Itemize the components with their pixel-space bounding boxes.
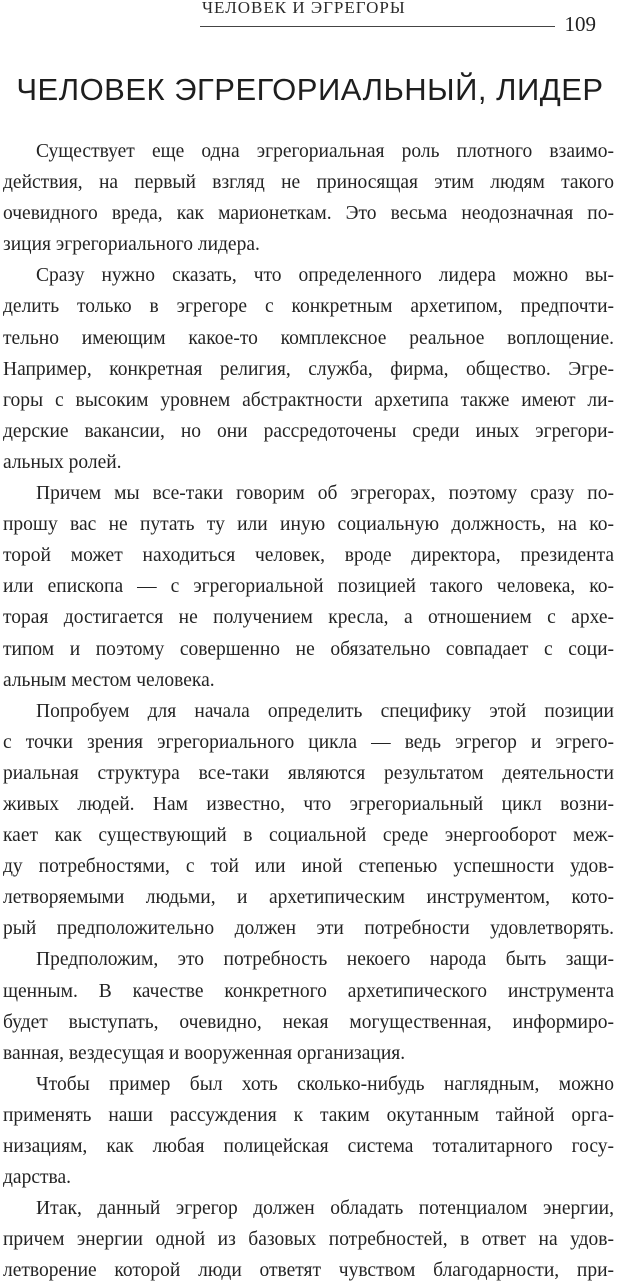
text-line: ванная, вездесущая и вооруженная организация. xyxy=(3,1042,406,1064)
running-title: ЧЕЛОВЕК И ЭГРЕГОРЫ xyxy=(202,0,406,17)
text-line: Причем мы все-таки говорим об эгрегорах, поэтому сразу по- xyxy=(36,483,614,505)
text-line: летворение которой люди ответят чувством благодарности, при- xyxy=(3,1260,614,1282)
text-line: Например, конкретная религия, служба, фирма, общество. Эгре- xyxy=(3,358,614,380)
text-line: альных ролей. xyxy=(3,451,122,473)
text-line: живых людей. Нам известно, что эгрегориальный цикл возни- xyxy=(3,793,614,815)
text-line: Итак, данный эгрегор должен обладать потенциалом энергии, xyxy=(36,1198,614,1220)
text-line: торой может находиться человек, вроде директора, президента xyxy=(3,545,614,567)
text-line: альным местом человека. xyxy=(3,669,215,691)
body-text xyxy=(0,136,620,1286)
text-line: тельно имеющим какое-то комплексное реальное воплощение. xyxy=(3,327,614,349)
text-line: кает как существующий в социальной среде энергооборот меж- xyxy=(3,825,614,847)
text-line: дерские вакансии, но они рассредоточены среди иных эгрегори- xyxy=(3,420,614,442)
text-line: очевидного вреда, как марионеткам. Это весьма неодозначная по- xyxy=(3,203,614,225)
text-line: низациям, как любая полицейская система тоталитарного госу- xyxy=(3,1136,614,1157)
text-line: зиция эгрегориального лидера. xyxy=(3,234,260,256)
text-line: Попробуем для начала определить специфику этой позиции xyxy=(36,700,614,722)
page-number: 109 xyxy=(564,12,596,36)
chapter-title: ЧЕЛОВЕК ЭГРЕГОРИАЛЬНЫЙ, ЛИДЕР xyxy=(16,72,604,107)
text-line: типом и поэтому совершенно не обязательно совпадает с соци- xyxy=(3,638,614,660)
running-header xyxy=(0,0,620,40)
text-line: Чтобы пример был хоть сколько-нибудь наглядным, можно xyxy=(36,1073,614,1095)
text-line: с точки зрения эгрегориального цикла — ведь эгрегор и эгрего- xyxy=(3,731,614,753)
text-line: торая достигается не получением кресла, а отношением с архе- xyxy=(3,607,614,629)
text-line: прошу вас не путать ту или иную социальную должность, на ко- xyxy=(3,514,614,536)
text-line: Существует еще одна эгрегориальная роль плотного взаимо- xyxy=(36,141,614,162)
text-line: Предположим, это потребность некоего народа быть защи- xyxy=(36,949,614,971)
text-line: риальная структура все-таки являются результатом деятельности xyxy=(3,762,614,784)
text-line: щенным. В качестве конкретного архетипического инструмента xyxy=(3,980,614,1002)
text-line: будет выступать, очевидно, некая могущественная, информиро- xyxy=(3,1011,614,1033)
text-line: делить только в эгрегоре с конкретным архетипом, предпочти- xyxy=(3,296,614,318)
text-line: рый предположительно должен эти потребности удовлетворять. xyxy=(3,918,614,940)
text-line: или епископа — с эгрегориальной позицией такого человека, ко- xyxy=(3,576,614,598)
header-rule xyxy=(200,26,555,27)
text-line: горы с высоким уровнем абстрактности архетипа также имеют ли- xyxy=(3,389,614,411)
text-line: летворяемыми людьми, и архетипическим инструментом, кото- xyxy=(3,887,614,909)
text-line: причем энергии одной из базовых потребностей, в ответ на удов- xyxy=(3,1229,614,1251)
text-line: действия, на первый взгляд не приносящая этим людям такого xyxy=(3,172,614,194)
text-line: применять наши рассуждения к таким окутанным тайной орга- xyxy=(3,1104,614,1126)
text-line: ду потребностями, с той или иной степенью успешности удов- xyxy=(3,856,614,878)
text-line: Сразу нужно сказать, что определенного лидера можно вы- xyxy=(36,265,614,287)
text-line: дарства. xyxy=(3,1167,71,1189)
